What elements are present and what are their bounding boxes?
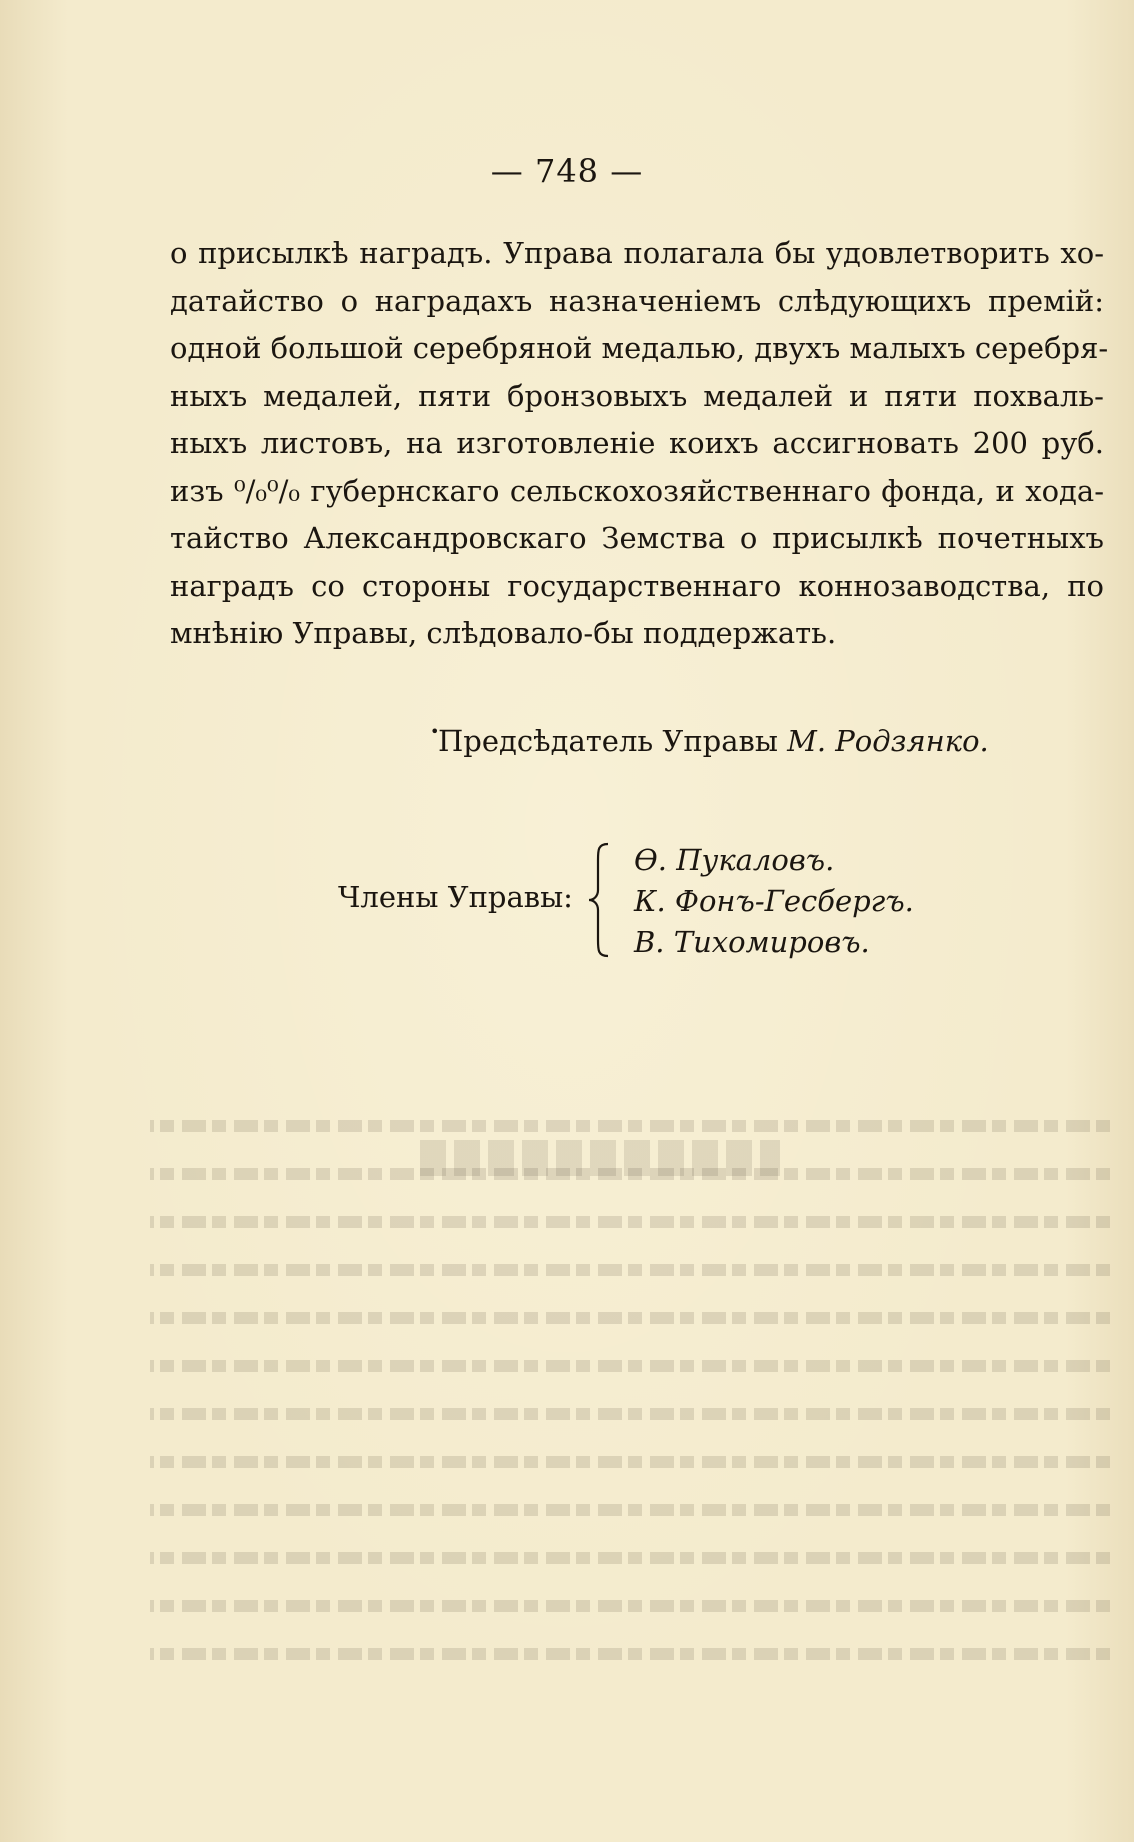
text-line: изъ ⁰/₀⁰/₀ губернскаго сельскохозяйственнаго фонда, и хода- (170, 473, 1104, 508)
text-line: ныхъ листовъ, на изготовленіе коихъ ассигновать 200 руб. (170, 426, 1104, 460)
bleed-through-text (150, 1100, 1110, 1800)
chair-title: Предсѣдатель Управы (438, 724, 778, 758)
member-name: К. Фонъ-Гесбергъ. (634, 884, 914, 918)
members-list (634, 840, 914, 963)
text-line: датайство о наградахъ назначеніемъ слѣдующихъ премій: (170, 283, 1104, 318)
chair-name: М. Родзянко. (787, 724, 989, 758)
member-name: В. Тихомировъ. (634, 925, 870, 959)
members-label: Члены Управы: (338, 880, 573, 914)
text-line: мнѣнію Управы, слѣдовало-бы поддержать. (170, 616, 837, 650)
text-line: наградъ со стороны государственнаго коннозаводства, по (170, 568, 1104, 603)
chair-signature (430, 722, 989, 758)
body-paragraph (170, 230, 1109, 658)
text-line: тайство Александровскаго Земства о присылкѣ почетныхъ (170, 521, 1104, 555)
curly-brace (586, 840, 614, 960)
text-line: ныхъ медалей, пяти бронзовыхъ медалей и пяти похваль- (170, 378, 1104, 413)
member-name: Ѳ. Пукаловъ. (634, 843, 835, 877)
ink-dot: • (430, 722, 440, 741)
text-line: одной большой серебряной медалью, двухъ малыхъ серебря- (170, 331, 1109, 365)
text-line: о присылкѣ наградъ. Управа полагала бы удовлетворить хо- (170, 236, 1104, 270)
page-number: — 748 — (490, 152, 644, 190)
